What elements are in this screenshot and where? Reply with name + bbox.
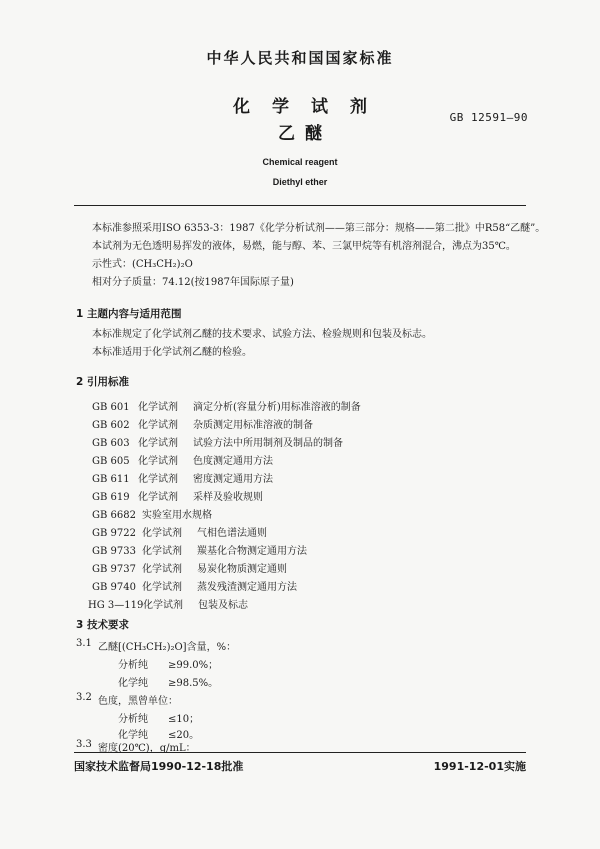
- reference-code: GB 9722: [92, 528, 136, 539]
- grade-value: ≥99.0%；: [168, 660, 219, 671]
- reference-row: [92, 578, 297, 593]
- grade-value: ≥98.5%。: [168, 678, 219, 689]
- reference-code: GB 9737: [92, 564, 136, 575]
- reference-code: GB 619: [92, 492, 130, 503]
- reference-row: [92, 434, 343, 449]
- reference-category: 化学试剂: [142, 528, 182, 539]
- grade-label: 化学纯: [118, 730, 148, 741]
- section-1-line: 本标准规定了化学试剂乙醚的技术要求、试验方法、检验规则和包装及标志。: [92, 329, 432, 340]
- reference-name: 采样及验收规则: [193, 492, 263, 503]
- clause-number: 3.3: [76, 739, 92, 750]
- reference-category: 化学试剂: [138, 402, 178, 413]
- reference-code: GB 602: [92, 420, 130, 431]
- reference-name: 滴定分析(容量分析)用标准溶液的制备: [193, 402, 361, 413]
- reference-code: GB 601: [92, 402, 130, 413]
- reference-code: GB 603: [92, 438, 130, 449]
- reference-row: [92, 524, 267, 539]
- reference-category: 化学试剂: [143, 600, 183, 611]
- reference-name: 杂质测定用标准溶液的制备: [193, 420, 313, 431]
- reference-name: 试验方法中所用制剂及制品的制备: [193, 438, 343, 449]
- document-subtitle: 乙醚: [278, 124, 332, 144]
- reference-category: 化学试剂: [142, 582, 182, 593]
- reference-code: GB 9733: [92, 546, 136, 557]
- grade-value: ≤10；: [168, 714, 200, 725]
- reference-row: [92, 542, 307, 557]
- clause-label: 密度(20℃)，g/mL：: [98, 743, 196, 754]
- reference-row: [92, 398, 361, 413]
- reference-code: GB 6682: [92, 510, 136, 521]
- reference-category: 化学试剂: [138, 474, 178, 485]
- clause-label: 乙醚[(CH₃CH₂)₂O]含量，%：: [98, 642, 237, 653]
- clause-number: 3.1: [76, 638, 92, 649]
- section-1-line: 本标准适用于化学试剂乙醚的检验。: [92, 347, 252, 358]
- reference-name: 气相色谱法通则: [197, 528, 267, 539]
- reference-name: 羰基化合物测定通用方法: [197, 546, 307, 557]
- document-title: 化学试剂: [233, 97, 389, 117]
- grade-label: 分析纯: [118, 660, 148, 671]
- implementation-date: 1991-12-01实施: [433, 760, 526, 773]
- approval-note: 国家技术监督局1990-12-18批准: [74, 760, 244, 773]
- reference-code: GB 611: [92, 474, 130, 485]
- clause-label: 色度，黑曾单位：: [98, 696, 178, 707]
- reference-name: 实验室用水规格: [142, 510, 212, 521]
- bottom-divider: [74, 752, 526, 753]
- reference-row: [92, 470, 273, 485]
- section-3-title: 3 技术要求: [76, 619, 129, 631]
- reference-row: [92, 560, 287, 575]
- reference-category: 化学试剂: [142, 546, 182, 557]
- reference-category: 化学试剂: [138, 420, 178, 431]
- reference-row: [88, 596, 248, 611]
- clause-number: 3.2: [76, 692, 92, 703]
- reference-code: GB 9740: [92, 582, 136, 593]
- section-2-title: 2 引用标准: [76, 376, 129, 388]
- reference-code: GB 605: [92, 456, 130, 467]
- standard-code: GB 12591—90: [449, 111, 528, 124]
- reference-name: 色度测定通用方法: [193, 456, 273, 467]
- reference-name: 包装及标志: [198, 600, 248, 611]
- reference-category: 化学试剂: [138, 456, 178, 467]
- reference-name: 密度测定通用方法: [193, 474, 273, 485]
- intro-line: 示性式：(CH₃CH₂)₂O: [92, 259, 193, 270]
- reference-name: 易炭化物质测定通则: [197, 564, 287, 575]
- top-divider: [74, 205, 526, 206]
- grade-label: 化学纯: [118, 678, 148, 689]
- reference-category: 化学试剂: [138, 438, 178, 449]
- grade-label: 分析纯: [118, 714, 148, 725]
- intro-line: 本标准参照采用ISO 6353-3：1987《化学分析试剂——第三部分：规格——第二批》中R58“乙醚”。: [92, 223, 546, 234]
- intro-line: 本试剂为无色透明易挥发的液体，易燃，能与醇、苯、三氯甲烷等有机溶剂混合，沸点为35℃。: [92, 241, 516, 252]
- reference-name: 蒸发残渣测定通用方法: [197, 582, 297, 593]
- reference-row: [92, 452, 273, 467]
- english-subtitle: Diethyl ether: [272, 177, 328, 187]
- reference-category: 化学试剂: [138, 492, 178, 503]
- grade-value: ≤20。: [168, 730, 200, 741]
- reference-row: [92, 488, 263, 503]
- english-title: Chemical reagent: [262, 157, 338, 167]
- intro-line: 相对分子质量：74.12(按1987年国际原子量): [92, 277, 294, 288]
- reference-category: 化学试剂: [142, 564, 182, 575]
- section-1-title: 1 主题内容与适用范围: [76, 308, 182, 320]
- national-standard-heading: 中华人民共和国国家标准: [206, 49, 394, 67]
- reference-row: [92, 506, 212, 521]
- reference-code: HG 3—119: [88, 600, 144, 611]
- reference-row: [92, 416, 313, 431]
